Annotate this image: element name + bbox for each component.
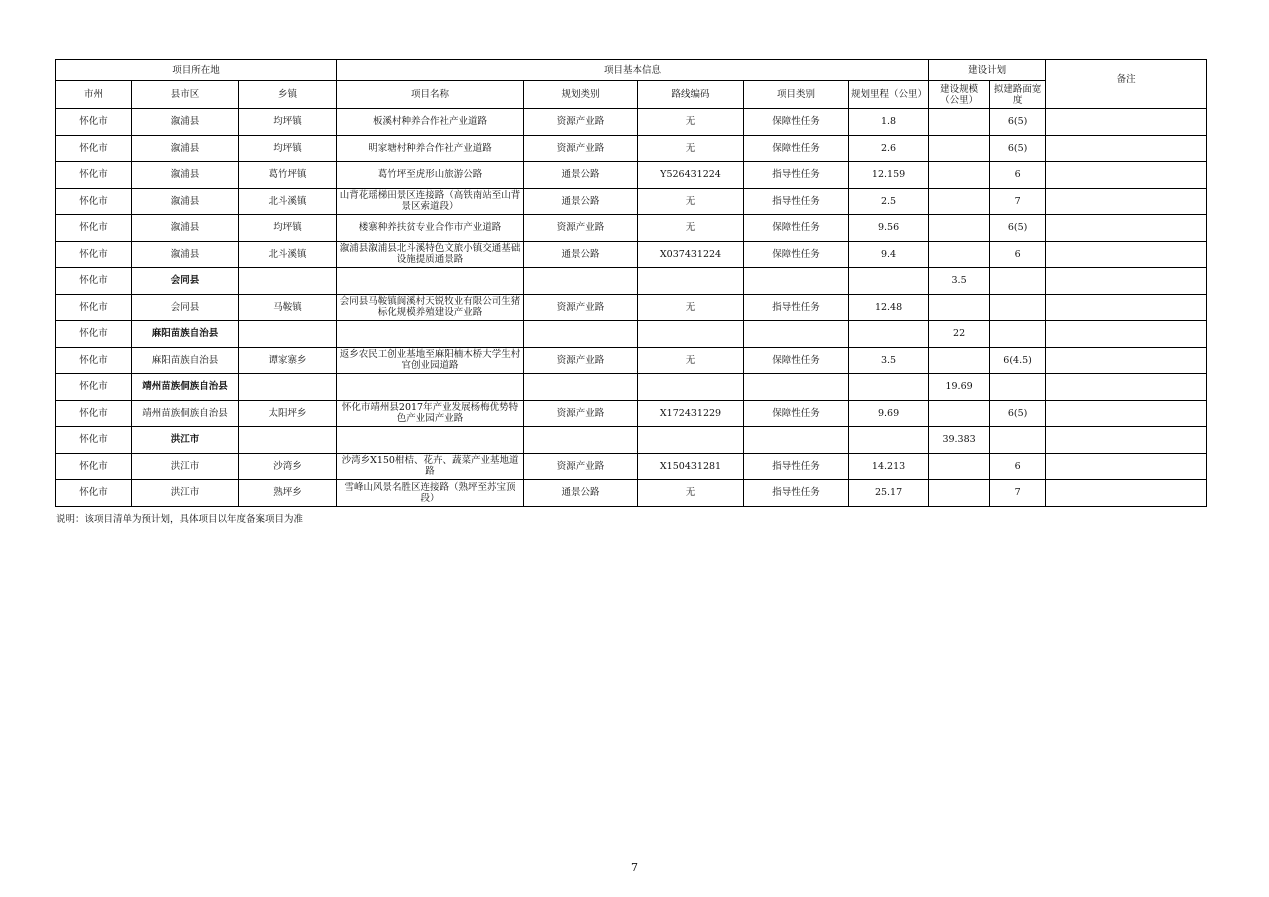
cell-build-scale: [929, 294, 990, 321]
cell-road-width: [990, 321, 1046, 348]
cell-town: 马鞍镇: [239, 294, 337, 321]
cell-project-name: 雪峰山风景名胜区连接路（熟坪至苏宝顶段）: [337, 480, 524, 507]
cell-route-code: [638, 268, 744, 295]
cell-plan-type: 通景公路: [524, 188, 638, 215]
cell-plan-type: 通景公路: [524, 162, 638, 189]
cell-remarks: [1046, 188, 1207, 215]
cell-project-type: 指导性任务: [744, 294, 849, 321]
cell-route-code: X037431224: [638, 241, 744, 268]
cell-route-code: [638, 427, 744, 454]
cell-plan-type: 资源产业路: [524, 109, 638, 136]
cell-planned-km: [849, 321, 929, 348]
cell-city: 怀化市: [56, 294, 132, 321]
cell-project-type: 指导性任务: [744, 188, 849, 215]
cell-planned-km: 12.159: [849, 162, 929, 189]
cell-city: 怀化市: [56, 347, 132, 374]
cell-road-width: 6(4.5): [990, 347, 1046, 374]
cell-county: 靖州苗族侗族自治县: [132, 374, 239, 401]
cell-town: 均坪镇: [239, 215, 337, 242]
cell-remarks: [1046, 215, 1207, 242]
cell-build-scale: [929, 135, 990, 162]
cell-project-name: 葛竹坪至虎形山旅游公路: [337, 162, 524, 189]
cell-town: 均坪镇: [239, 135, 337, 162]
header-planned-km: 规划里程（公里）: [849, 81, 929, 109]
cell-project-type: 指导性任务: [744, 162, 849, 189]
cell-planned-km: 2.5: [849, 188, 929, 215]
cell-build-scale: [929, 480, 990, 507]
cell-project-name: 返乡农民工创业基地至麻阳楠木桥大学生村官创业园道路: [337, 347, 524, 374]
cell-town: 谭家寨乡: [239, 347, 337, 374]
cell-build-scale: [929, 241, 990, 268]
cell-county: 溆浦县: [132, 215, 239, 242]
cell-planned-km: [849, 374, 929, 401]
cell-county: 麻阳苗族自治县: [132, 321, 239, 348]
cell-planned-km: [849, 268, 929, 295]
cell-project-name: 溆浦县溆浦县北斗溪特色文旅小镇交通基础设施提质通景路: [337, 241, 524, 268]
table-row: [56, 241, 1207, 268]
cell-city: 怀化市: [56, 188, 132, 215]
cell-plan-type: 资源产业路: [524, 215, 638, 242]
cell-town: [239, 321, 337, 348]
cell-city: 怀化市: [56, 427, 132, 454]
cell-planned-km: 2.6: [849, 135, 929, 162]
cell-road-width: 6: [990, 241, 1046, 268]
cell-route-code: Y526431224: [638, 162, 744, 189]
cell-county: 溆浦县: [132, 135, 239, 162]
header-project-name: 项目名称: [337, 81, 524, 109]
cell-planned-km: [849, 427, 929, 454]
cell-remarks: [1046, 453, 1207, 480]
cell-town: 沙湾乡: [239, 453, 337, 480]
cell-planned-km: 1.8: [849, 109, 929, 136]
cell-county: 洪江市: [132, 480, 239, 507]
cell-project-name: [337, 374, 524, 401]
cell-city: 怀化市: [56, 162, 132, 189]
cell-build-scale: 39.383: [929, 427, 990, 454]
cell-plan-type: 资源产业路: [524, 347, 638, 374]
cell-project-type: 保障性任务: [744, 109, 849, 136]
cell-project-name: 会同县马鞍镇阆溪村天锐牧业有限公司生猪标化规模养殖建设产业路: [337, 294, 524, 321]
header-group-info: 项目基本信息: [337, 60, 929, 81]
cell-project-type: [744, 374, 849, 401]
cell-project-name: 明家塘村种养合作社产业道路: [337, 135, 524, 162]
cell-county: 溆浦县: [132, 241, 239, 268]
cell-route-code: 无: [638, 188, 744, 215]
cell-plan-type: 资源产业路: [524, 453, 638, 480]
cell-project-name: [337, 321, 524, 348]
cell-plan-type: [524, 268, 638, 295]
table-row: [56, 268, 1207, 295]
cell-city: 怀化市: [56, 109, 132, 136]
cell-town: 葛竹坪镇: [239, 162, 337, 189]
table-row: [56, 135, 1207, 162]
cell-remarks: [1046, 480, 1207, 507]
cell-county: 溆浦县: [132, 188, 239, 215]
page-number: 7: [631, 861, 638, 874]
cell-city: 怀化市: [56, 135, 132, 162]
cell-route-code: 无: [638, 109, 744, 136]
cell-project-name: 楼寨种养扶贫专业合作市产业道路: [337, 215, 524, 242]
cell-remarks: [1046, 427, 1207, 454]
table-row: [56, 453, 1207, 480]
header-remarks: 备注: [1046, 60, 1207, 109]
cell-route-code: 无: [638, 135, 744, 162]
cell-road-width: 6: [990, 162, 1046, 189]
cell-plan-type: [524, 374, 638, 401]
cell-project-name: 怀化市靖州县2017年产业发展杨梅优势特色产业园产业路: [337, 400, 524, 427]
cell-plan-type: 资源产业路: [524, 294, 638, 321]
table-row: [56, 321, 1207, 348]
header-row-columns: [56, 81, 1207, 109]
cell-build-scale: [929, 188, 990, 215]
cell-remarks: [1046, 241, 1207, 268]
cell-plan-type: [524, 427, 638, 454]
cell-project-type: [744, 427, 849, 454]
cell-county: 会同县: [132, 268, 239, 295]
cell-remarks: [1046, 135, 1207, 162]
cell-county: 洪江市: [132, 427, 239, 454]
table-row: [56, 374, 1207, 401]
cell-build-scale: 22: [929, 321, 990, 348]
header-row-groups: [56, 60, 1207, 81]
header-city: 市州: [56, 81, 132, 109]
cell-project-type: 保障性任务: [744, 215, 849, 242]
cell-build-scale: [929, 453, 990, 480]
table-row: [56, 427, 1207, 454]
cell-city: 怀化市: [56, 268, 132, 295]
cell-remarks: [1046, 268, 1207, 295]
cell-build-scale: 19.69: [929, 374, 990, 401]
cell-road-width: 6(5): [990, 135, 1046, 162]
cell-city: 怀化市: [56, 480, 132, 507]
cell-town: 北斗溪镇: [239, 188, 337, 215]
cell-project-name: 板溪村种养合作社产业道路: [337, 109, 524, 136]
cell-town: [239, 427, 337, 454]
cell-project-name: [337, 427, 524, 454]
cell-town: [239, 374, 337, 401]
cell-remarks: [1046, 109, 1207, 136]
cell-plan-type: 通景公路: [524, 241, 638, 268]
cell-route-code: 无: [638, 294, 744, 321]
cell-project-type: 保障性任务: [744, 241, 849, 268]
cell-build-scale: [929, 347, 990, 374]
cell-town: 熟坪乡: [239, 480, 337, 507]
cell-build-scale: [929, 109, 990, 136]
cell-route-code: X150431281: [638, 453, 744, 480]
cell-route-code: 无: [638, 215, 744, 242]
cell-project-name: 沙湾乡X150柑桔、花卉、蔬菜产业基地道路: [337, 453, 524, 480]
table-row: [56, 294, 1207, 321]
cell-route-code: X172431229: [638, 400, 744, 427]
cell-county: 溆浦县: [132, 109, 239, 136]
cell-project-type: 指导性任务: [744, 453, 849, 480]
cell-road-width: 6(5): [990, 109, 1046, 136]
cell-remarks: [1046, 294, 1207, 321]
cell-road-width: [990, 374, 1046, 401]
cell-remarks: [1046, 321, 1207, 348]
cell-road-width: 6(5): [990, 400, 1046, 427]
cell-city: 怀化市: [56, 453, 132, 480]
cell-route-code: 无: [638, 347, 744, 374]
cell-project-type: 保障性任务: [744, 400, 849, 427]
cell-city: 怀化市: [56, 400, 132, 427]
header-group-plan: 建设计划: [929, 60, 1046, 81]
cell-build-scale: [929, 215, 990, 242]
cell-city: 怀化市: [56, 321, 132, 348]
header-town: 乡镇: [239, 81, 337, 109]
cell-planned-km: 9.69: [849, 400, 929, 427]
header-county: 县市区: [132, 81, 239, 109]
cell-build-scale: [929, 400, 990, 427]
cell-planned-km: 9.56: [849, 215, 929, 242]
cell-planned-km: 25.17: [849, 480, 929, 507]
cell-city: 怀化市: [56, 374, 132, 401]
cell-plan-type: [524, 321, 638, 348]
cell-planned-km: 9.4: [849, 241, 929, 268]
cell-county: 麻阳苗族自治县: [132, 347, 239, 374]
cell-county: 会同县: [132, 294, 239, 321]
table-row: [56, 215, 1207, 242]
cell-planned-km: 3.5: [849, 347, 929, 374]
header-build-scale: 建设规模（公里）: [929, 81, 990, 109]
cell-plan-type: 资源产业路: [524, 400, 638, 427]
header-group-location: 项目所在地: [56, 60, 337, 81]
cell-road-width: 6: [990, 453, 1046, 480]
table-row: [56, 188, 1207, 215]
cell-remarks: [1046, 400, 1207, 427]
cell-project-name: 山背花瑶梯田景区连接路（高铁南站至山背景区索道段）: [337, 188, 524, 215]
cell-city: 怀化市: [56, 215, 132, 242]
table-row: [56, 400, 1207, 427]
cell-road-width: [990, 427, 1046, 454]
cell-county: 靖州苗族侗族自治县: [132, 400, 239, 427]
header-road-width: 拟建路面宽度: [990, 81, 1046, 109]
cell-route-code: [638, 321, 744, 348]
cell-project-type: [744, 321, 849, 348]
cell-route-code: [638, 374, 744, 401]
cell-town: [239, 268, 337, 295]
cell-road-width: 7: [990, 480, 1046, 507]
cell-project-type: 指导性任务: [744, 480, 849, 507]
cell-plan-type: 通景公路: [524, 480, 638, 507]
cell-town: 均坪镇: [239, 109, 337, 136]
cell-planned-km: 14.213: [849, 453, 929, 480]
cell-road-width: [990, 268, 1046, 295]
cell-build-scale: [929, 162, 990, 189]
table-row: [56, 162, 1207, 189]
cell-road-width: [990, 294, 1046, 321]
table-row: [56, 347, 1207, 374]
table-row: [56, 480, 1207, 507]
cell-plan-type: 资源产业路: [524, 135, 638, 162]
footnote: 说明：该项目清单为预计划，具体项目以年度备案项目为准: [56, 514, 304, 525]
cell-project-name: [337, 268, 524, 295]
cell-county: 洪江市: [132, 453, 239, 480]
cell-project-type: 保障性任务: [744, 347, 849, 374]
cell-remarks: [1046, 162, 1207, 189]
project-table: [55, 59, 1207, 507]
cell-route-code: 无: [638, 480, 744, 507]
cell-remarks: [1046, 347, 1207, 374]
cell-project-type: 保障性任务: [744, 135, 849, 162]
cell-remarks: [1046, 374, 1207, 401]
cell-road-width: 6(5): [990, 215, 1046, 242]
cell-planned-km: 12.48: [849, 294, 929, 321]
cell-road-width: 7: [990, 188, 1046, 215]
header-project-type: 项目类别: [744, 81, 849, 109]
cell-build-scale: 3.5: [929, 268, 990, 295]
header-plan-type: 规划类别: [524, 81, 638, 109]
cell-county: 溆浦县: [132, 162, 239, 189]
header-route-code: 路线编码: [638, 81, 744, 109]
cell-town: 太阳坪乡: [239, 400, 337, 427]
cell-project-type: [744, 268, 849, 295]
cell-town: 北斗溪镇: [239, 241, 337, 268]
cell-city: 怀化市: [56, 241, 132, 268]
table-row: [56, 109, 1207, 136]
